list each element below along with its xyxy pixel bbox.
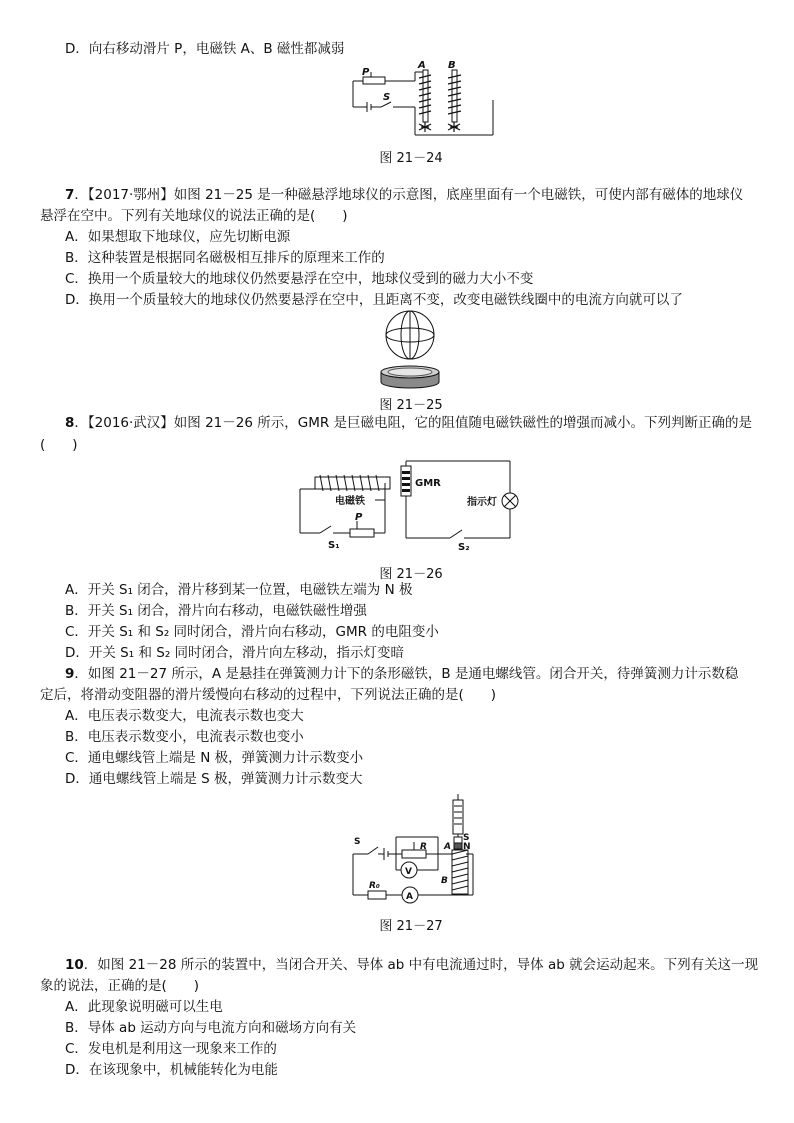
q9-stem-text1: ．如图 21－27 所示，A 是悬挂在弹簧测力计下的条形磁铁，B 是通电螺线管。闭合开关，待弹簧测力计示数稳	[74, 666, 739, 682]
fig24-label-b: B	[448, 60, 456, 71]
q7-stem-line2: 悬浮在空中。下列有关地球仪的说法正确的是( )	[40, 208, 348, 224]
q9-stem-line2: 定后，将滑动变阻器的滑片缓慢向右移动的过程中，下列说法正确的是( )	[40, 687, 497, 703]
q7-number: 7	[65, 187, 75, 203]
q7-option-d: D．换用一个质量较大的地球仪仍然要悬浮在空中，且距离不变，改变电磁铁线圈中的电流方向就可以了	[65, 292, 683, 308]
figure-21-25	[378, 310, 442, 390]
q8-option-d: D．开关 S₁ 和 S₂ 同时闭合，滑片向左移动，指示灯变暗	[65, 645, 405, 661]
fig27-label-a: A	[444, 842, 451, 852]
fig26-label-gmr: GMR	[415, 478, 441, 489]
q8-option-b: B．开关 S₁ 闭合，滑片向右移动，电磁铁磁性增强	[65, 603, 367, 619]
q10-option-a: A．此现象说明磁可以生电	[65, 999, 223, 1015]
q8-option-a: A．开关 S₁ 闭合，滑片移到某一位置，电磁铁左端为 N 极	[65, 582, 413, 598]
figure-21-26	[295, 458, 530, 553]
q6-option-d: D．向右移动滑片 P，电磁铁 A、B 磁性都减弱	[65, 41, 345, 57]
fig26-label-s1: S₁	[328, 540, 340, 551]
fig24-label-p: P	[362, 67, 370, 78]
fig25-caption: 图 21－25	[379, 398, 443, 413]
q7-stem-line1	[65, 186, 743, 204]
fig24-caption: 图 21－24	[379, 151, 443, 166]
q8-number: 8	[65, 415, 75, 431]
q7-stem-text1: ．【2017·鄂州】如图 21－25 是一种磁悬浮地球仪的示意图，底座里面有一个电磁铁，可使内部有磁体的地球仪	[74, 187, 744, 203]
fig26-label-s2: S₂	[458, 542, 470, 553]
fig27-label-pole-s: S	[463, 833, 470, 843]
q7-option-c: C．换用一个质量较大的地球仪仍然要悬浮在空中，地球仪受到的磁力大小不变	[65, 271, 534, 287]
fig27-label-pole-n: N	[463, 842, 471, 852]
q9-stem-line1	[65, 665, 738, 683]
q8-stem-line1	[65, 414, 752, 432]
q10-option-d: D．在该现象中，机械能转化为电能	[65, 1062, 278, 1078]
figure-21-24	[345, 60, 505, 140]
fig27-label-r0: R₀	[369, 881, 380, 891]
fig27-label-b: B	[441, 876, 448, 886]
q9-option-c: C．通电螺线管上端是 N 极，弹簧测力计示数变小	[65, 750, 364, 766]
q9-number: 9	[65, 666, 75, 682]
q7-option-b: B．这种装置是根据同名磁极相互排斥的原理来工作的	[65, 250, 385, 266]
fig27-label-v: V	[405, 867, 412, 877]
q8-stem-text1: ．【2016·武汉】如图 21－26 所示，GMR 是巨磁电阻，它的阻值随电磁铁磁性的增强而减小。下列判断正确的是	[74, 415, 753, 431]
fig24-label-s: S	[383, 92, 391, 103]
q9-option-d: D．通电螺线管上端是 S 极，弹簧测力计示数变大	[65, 771, 363, 787]
fig26-label-lamp: 指示灯	[467, 497, 497, 508]
fig26-label-magnet: 电磁铁	[335, 496, 365, 507]
q10-stem-text1: ．如图 21－28 所示的装置中，当闭合开关、导体 ab 中有电流通过时，导体 ab 就会运动起来。下列有关这一现	[83, 957, 759, 973]
q9-option-b: B．电压表示数变小，电流表示数也变小	[65, 729, 304, 745]
q10-option-b: B．导体 ab 运动方向与电流方向和磁场方向有关	[65, 1020, 357, 1036]
fig24-label-a: A	[418, 60, 426, 71]
fig27-label-ammeter: A	[406, 892, 413, 902]
fig26-label-p: P	[355, 512, 363, 523]
q8-option-c: C．开关 S₁ 和 S₂ 同时闭合，滑片向右移动，GMR 的电阻变小	[65, 624, 439, 640]
figure-21-27	[348, 792, 478, 910]
fig27-caption: 图 21－27	[379, 919, 443, 934]
q10-stem-line1	[65, 956, 758, 974]
q9-option-a: A．电压表示数变大，电流表示数也变大	[65, 708, 304, 724]
q7-option-a: A．如果想取下地球仪，应先切断电源	[65, 229, 291, 245]
q10-stem-line2: 象的说法，正确的是( )	[40, 978, 200, 994]
fig27-label-s: S	[354, 837, 361, 847]
q10-number: 10	[65, 957, 84, 973]
q8-stem-line2: ( )	[40, 437, 78, 453]
fig27-label-r: R	[420, 842, 427, 852]
fig26-caption: 图 21－26	[379, 567, 443, 582]
q10-option-c: C．发电机是利用这一现象来工作的	[65, 1041, 277, 1057]
